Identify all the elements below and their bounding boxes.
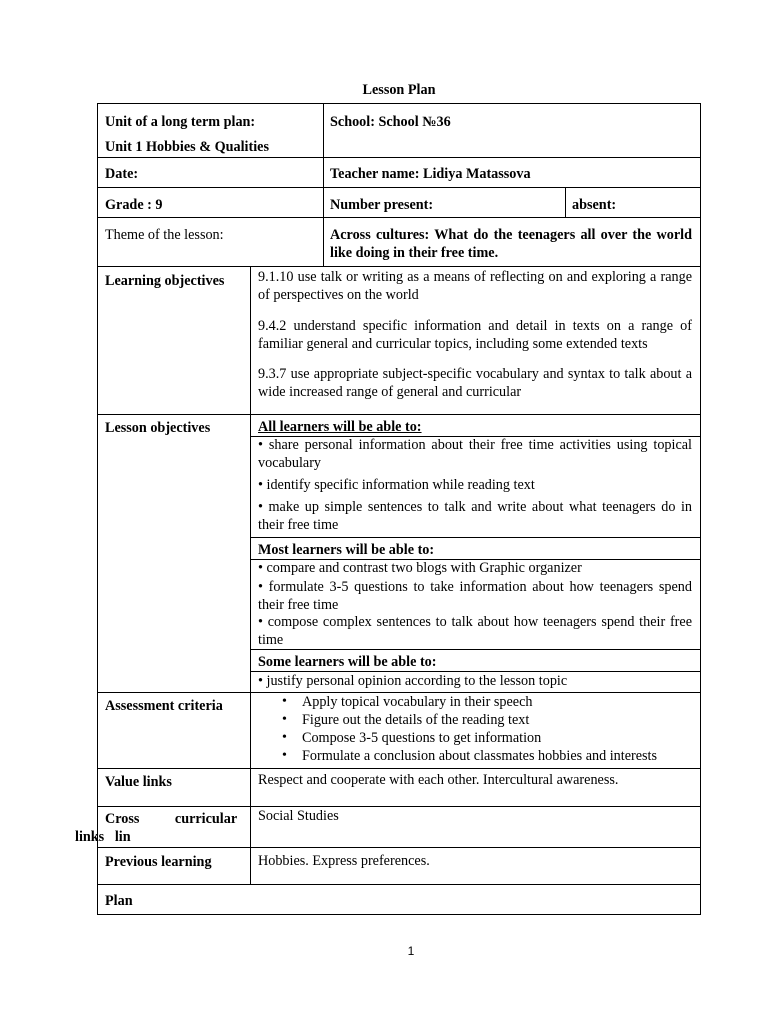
- cross-curricular-label-line2: links lin: [75, 829, 131, 845]
- school-name: School: School №36: [330, 114, 451, 130]
- plan-label: Plan: [105, 893, 133, 909]
- assessment-item: • Figure out the details of the reading text: [278, 711, 690, 729]
- learning-objectives-label: Learning objectives: [105, 273, 225, 289]
- previous-learning-label: Previous learning: [105, 854, 212, 870]
- assessment-item: • Compose 3-5 questions to get information: [278, 729, 690, 747]
- all-learners-item: • make up simple sentences to talk and write about what teenagers do in their free time: [258, 499, 692, 533]
- page-number: 1: [407, 944, 415, 958]
- absent: absent:: [572, 197, 617, 213]
- cross-curricular-value: Social Studies: [258, 808, 339, 824]
- value-links-value: Respect and cooperate with each other. Intercultural awareness.: [258, 772, 619, 788]
- lesson-objectives-label-cell: [97, 414, 251, 693]
- learning-objective-item: 9.4.2 understand specific information and detail in texts on a range of familiar general and curricular topics, including some extended texts: [258, 318, 692, 352]
- teacher-name: Teacher name: Lidiya Matassova: [330, 166, 531, 182]
- most-learners-heading: Most learners will be able to:: [258, 542, 435, 558]
- all-learners-item: • share personal information about their free time activities using topical vocabulary: [258, 437, 692, 471]
- theme-value: Across cultures: What do the teenagers all over the world like doing in their free time.: [330, 227, 692, 261]
- assessment-item: • Apply topical vocabulary in their speech: [278, 693, 690, 711]
- cross-curricular-label: Cross curricular: [105, 811, 238, 827]
- grade: Grade : 9: [105, 197, 163, 213]
- unit-value: Unit 1 Hobbies & Qualities: [105, 139, 269, 155]
- all-learners-item: • identify specific information while reading text: [258, 477, 535, 493]
- unit-label: Unit of a long term plan:: [105, 114, 256, 130]
- most-learners-item: • formulate 3-5 questions to take information about how teenagers spend their free time: [258, 579, 692, 613]
- number-present: Number present:: [330, 197, 434, 213]
- some-learners-item: • justify personal opinion according to the lesson topic: [258, 673, 568, 689]
- date-label: Date:: [105, 166, 139, 182]
- most-learners-item: • compose complex sentences to talk about how teenagers spend their free time: [258, 614, 692, 648]
- theme-label: Theme of the lesson:: [105, 227, 224, 243]
- some-learners-heading: Some learners will be able to:: [258, 654, 437, 670]
- document-title: Lesson Plan: [362, 82, 436, 98]
- plan-cell: [97, 884, 701, 915]
- most-learners-item: • compare and contrast two blogs with Graphic organizer: [258, 560, 582, 576]
- learning-objective-item: 9.3.7 use appropriate subject-specific vocabulary and syntax to talk about a wide increased range of general and curricular: [258, 366, 692, 400]
- assessment-label: Assessment criteria: [105, 698, 223, 714]
- previous-learning-value: Hobbies. Express preferences.: [258, 853, 430, 869]
- lesson-objectives-label: Lesson objectives: [105, 420, 211, 436]
- learning-objective-item: 9.1.10 use talk or writing as a means of reflecting on and exploring a range of perspectives on the world: [258, 269, 692, 303]
- all-learners-heading: All learners will be able to:: [258, 419, 422, 435]
- assessment-list: [278, 693, 690, 765]
- assessment-item: • Formulate a conclusion about classmates hobbies and interests: [278, 747, 690, 765]
- value-links-label: Value links: [105, 774, 172, 790]
